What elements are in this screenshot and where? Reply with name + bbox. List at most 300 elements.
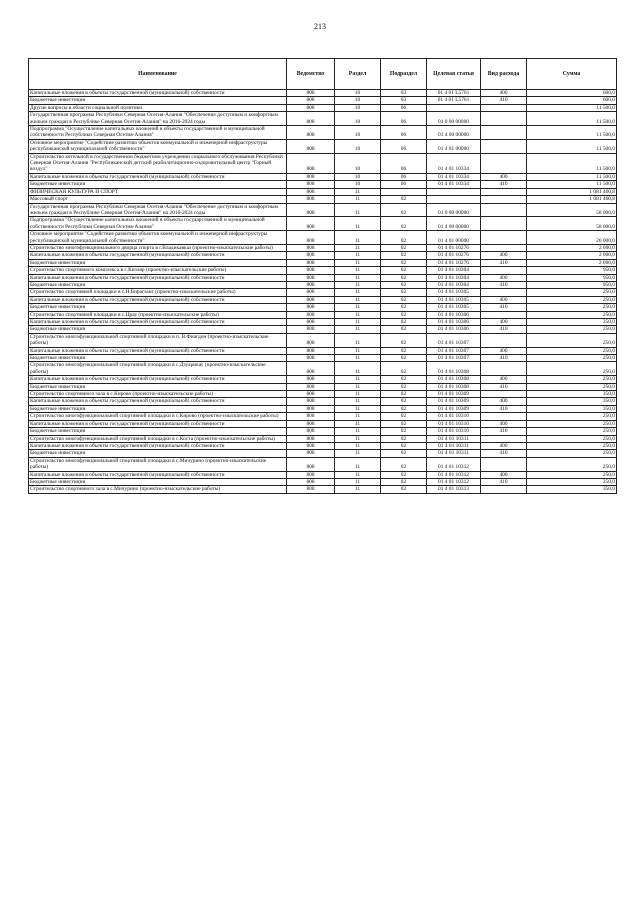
cell-section: 11 [335,267,381,274]
cell-expense-type [481,333,527,347]
table-row [29,478,617,485]
cell-name: Капитальные вложения в объекты государственной (муниципальной) собственности [29,274,287,281]
cell-department: 808 [287,391,335,398]
cell-expense-type [481,413,527,420]
table-row [29,471,617,478]
cell-amount: 250,0 [527,289,617,296]
cell-department: 808 [287,333,335,347]
cell-amount: 250,0 [527,428,617,435]
cell-department: 808 [287,319,335,326]
cell-amount: 250,0 [527,435,617,442]
cell-name: Бюджетные инвестиции [29,259,287,266]
cell-subsection: 02 [381,252,427,259]
cell-amount: 11 500,0 [527,104,617,111]
cell-subsection: 02 [381,450,427,457]
cell-target-item: 01 4 01 10310 [427,413,481,420]
cell-expense-type: 410 [481,304,527,311]
cell-amount: 11 500,0 [527,173,617,180]
cell-subsection [381,188,427,195]
cell-target-item: 01 4 01 L5761 [427,97,481,104]
cell-expense-type: 400 [481,296,527,303]
cell-name: Основное мероприятие "Содействие развитию объектов коммунальной и инженерной инфраструктуры республиканской муниципальной собственности" [29,139,287,153]
table-header-row [29,59,617,90]
cell-amount: 250,0 [527,355,617,362]
cell-amount: 1 081 460,8 [527,188,617,195]
cell-expense-type: 400 [481,90,527,97]
cell-subsection: 06 [381,153,427,173]
cell-name: Бюджетные инвестиции [29,355,287,362]
cell-department: 808 [287,181,335,188]
cell-subsection: 06 [381,181,427,188]
cell-subsection: 02 [381,231,427,245]
cell-name: Капитальные вложения в объекты государственной (муниципальной) собственности [29,319,287,326]
cell-target-item: 01 4 01 10305 [427,296,481,303]
table-row [29,362,617,376]
cell-subsection: 06 [381,112,427,126]
cell-subsection: 06 [381,126,427,140]
cell-name: Строительство многофункциональной спортивной площадки в с.Мичурино (проектно-изыскательские работы) [29,457,287,471]
cell-target-item: 01 4 01 L5761 [427,90,481,97]
cell-department: 808 [287,104,335,111]
cell-amount: 250,0 [527,420,617,427]
cell-subsection: 02 [381,413,427,420]
cell-name: Бюджетные инвестиции [29,450,287,457]
cell-subsection: 02 [381,281,427,288]
cell-department: 808 [287,274,335,281]
cell-name: Государственная программа Республики Северная Осетия-Алания "Обеспечение доступным и комфортным жильем граждан в Республике Северная Осетия-Алания" на 2016-2024 годы [29,112,287,126]
table-row [29,126,617,140]
cell-section: 10 [335,104,381,111]
cell-subsection: 02 [381,478,427,485]
cell-expense-type: 400 [481,471,527,478]
cell-amount: 350,0 [527,405,617,412]
table-row [29,244,617,251]
cell-target-item: 01 4 01 10305 [427,289,481,296]
table-row [29,252,617,259]
cell-subsection: 02 [381,347,427,354]
cell-name: Капитальные вложения в объекты государственной (муниципальной) собственности [29,398,287,405]
cell-subsection: 06 [381,173,427,180]
cell-target-item: 01 4 01 10312 [427,478,481,485]
table-row [29,97,617,104]
cell-subsection: 03 [381,90,427,97]
cell-amount: 2 000,0 [527,259,617,266]
cell-target-item [427,196,481,203]
cell-expense-type: 400 [481,347,527,354]
cell-target-item: 01 4 01 10334 [427,173,481,180]
cell-target-item: 01 4 01 10311 [427,435,481,442]
cell-expense-type [481,217,527,231]
cell-section: 11 [335,405,381,412]
table-row [29,376,617,383]
cell-department: 808 [287,90,335,97]
cell-target-item: 01 4 01 10334 [427,153,481,173]
cell-amount: 250,0 [527,296,617,303]
cell-name: Бюджетные инвестиции [29,281,287,288]
table-row [29,217,617,231]
table-row [29,274,617,281]
cell-name: Подпрограмма "Осуществление капитальных вложений в объекты государственной и муниципальной собственности Республики Северная Осетия-Алания" [29,217,287,231]
cell-target-item: 01 4 01 10276 [427,252,481,259]
cell-subsection: 06 [381,139,427,153]
cell-section: 11 [335,196,381,203]
table-row [29,153,617,173]
cell-expense-type [481,311,527,318]
cell-department: 808 [287,355,335,362]
cell-target-item: 01 4 01 10304 [427,274,481,281]
cell-name: Строительство многофункциональной спортивной площадки в с.Кирово (проектно-изыскательские работы) [29,413,287,420]
cell-subsection: 02 [381,289,427,296]
cell-target-item: 01 4 01 00000 [427,231,481,245]
cell-subsection: 02 [381,391,427,398]
cell-section: 11 [335,347,381,354]
cell-name: Капитальные вложения в объекты государственной (муниципальной) собственности [29,252,287,259]
cell-section: 11 [335,391,381,398]
table-row [29,435,617,442]
cell-department: 808 [287,289,335,296]
cell-department: 808 [287,428,335,435]
cell-expense-type [481,457,527,471]
cell-section: 11 [335,355,381,362]
cell-name: Бюджетные инвестиции [29,97,287,104]
cell-amount: 250,0 [527,319,617,326]
cell-target-item: 01 4 01 10276 [427,244,481,251]
cell-section: 11 [335,281,381,288]
cell-amount: 250,0 [527,347,617,354]
table-row [29,311,617,318]
cell-expense-type: 410 [481,450,527,457]
cell-expense-type [481,486,527,493]
cell-department: 808 [287,126,335,140]
header-expense-type: Вид расхода [481,59,527,90]
cell-target-item: 01 4 00 00000 [427,126,481,140]
table-row [29,196,617,203]
cell-subsection: 02 [381,311,427,318]
cell-expense-type: 410 [481,428,527,435]
cell-name: Строительство многофункциональной спортивной площадки в с.Дзуарикау (проектно-изыскательские работы) [29,362,287,376]
cell-expense-type [481,203,527,217]
cell-target-item: 01 4 01 10308 [427,383,481,390]
cell-target-item: 01 4 01 00000 [427,139,481,153]
cell-subsection: 02 [381,333,427,347]
cell-name: Бюджетные инвестиции [29,405,287,412]
table-row [29,104,617,111]
cell-department: 808 [287,383,335,390]
cell-amount: 350,0 [527,398,617,405]
cell-expense-type: 410 [481,405,527,412]
cell-target-item: 01 4 01 10308 [427,376,481,383]
cell-expense-type: 400 [481,398,527,405]
cell-section: 10 [335,181,381,188]
cell-expense-type: 410 [481,478,527,485]
table-row [29,383,617,390]
cell-section: 11 [335,203,381,217]
cell-target-item: 01 4 01 10312 [427,471,481,478]
cell-expense-type [481,435,527,442]
table-row [29,347,617,354]
table-row [29,259,617,266]
cell-name: Бюджетные инвестиции [29,478,287,485]
cell-section: 10 [335,173,381,180]
cell-target-item: 01 0 00 00000 [427,112,481,126]
table-row [29,181,617,188]
cell-subsection: 02 [381,244,427,251]
cell-subsection: 02 [381,319,427,326]
cell-department: 808 [287,450,335,457]
cell-target-item: 01 4 01 10307 [427,333,481,347]
cell-expense-type [481,126,527,140]
table-row [29,391,617,398]
table-row [29,450,617,457]
table-row [29,281,617,288]
cell-department: 808 [287,398,335,405]
cell-amount: 600,0 [527,97,617,104]
cell-subsection: 02 [381,203,427,217]
cell-target-item [427,104,481,111]
cell-amount: 350,0 [527,486,617,493]
cell-department: 808 [287,231,335,245]
cell-section: 11 [335,450,381,457]
budget-table [28,58,617,494]
cell-target-item: 01 4 01 10310 [427,420,481,427]
cell-amount: 250,0 [527,478,617,485]
cell-department: 808 [287,347,335,354]
cell-amount: 250,0 [527,311,617,318]
cell-name: Бюджетные инвестиции [29,428,287,435]
cell-expense-type: 410 [481,97,527,104]
cell-department: 808 [287,173,335,180]
cell-expense-type: 400 [481,420,527,427]
cell-section: 11 [335,486,381,493]
cell-subsection: 02 [381,376,427,383]
header-subsection: Подраздел [381,59,427,90]
cell-amount: 11 500,0 [527,153,617,173]
cell-section: 11 [335,188,381,195]
table-row [29,112,617,126]
cell-expense-type [481,112,527,126]
cell-name: Строительство многофункциональной спортивной площадки в с.Коста (проектно-изыскательские работы) [29,435,287,442]
cell-department: 808 [287,244,335,251]
cell-subsection: 02 [381,442,427,449]
cell-section: 11 [335,296,381,303]
cell-target-item: 01 4 01 10308 [427,362,481,376]
cell-target-item: 01 4 01 10276 [427,259,481,266]
header-name: Наименование [29,59,287,90]
table-body [29,90,617,494]
cell-expense-type [481,362,527,376]
cell-expense-type [481,188,527,195]
cell-amount: 950,0 [527,281,617,288]
cell-subsection: 02 [381,471,427,478]
cell-target-item: 01 4 01 10307 [427,355,481,362]
cell-department: 808 [287,376,335,383]
cell-section: 11 [335,259,381,266]
table-row [29,90,617,97]
cell-department: 808 [287,420,335,427]
cell-section: 11 [335,362,381,376]
cell-name: Капитальные вложения в объекты государственной (муниципальной) собственности [29,471,287,478]
cell-target-item: 01 4 01 10309 [427,391,481,398]
cell-section: 11 [335,311,381,318]
table-row [29,333,617,347]
cell-name: Строительство спортивной площадки в с.Црау (проектно-изыскательские работы) [29,311,287,318]
cell-amount: 250,0 [527,383,617,390]
cell-department: 808 [287,362,335,376]
table-row [29,231,617,245]
cell-expense-type: 410 [481,259,527,266]
cell-section: 11 [335,333,381,347]
cell-section: 11 [335,398,381,405]
cell-section: 11 [335,274,381,281]
cell-subsection: 02 [381,326,427,333]
table-row [29,413,617,420]
cell-target-item: 01 4 01 10307 [427,347,481,354]
cell-name: Строительство котельной в государственном бюджетном учреждении социального обслуживания Республики Северная Осетия-Алания "Республиканский детский реабилитационно-оздоровительный центр "Горный воздух" [29,153,287,173]
cell-expense-type: 400 [481,376,527,383]
cell-expense-type: 410 [481,281,527,288]
cell-subsection: 02 [381,267,427,274]
cell-amount: 26 000,0 [527,231,617,245]
cell-subsection: 02 [381,196,427,203]
cell-name: Бюджетные инвестиции [29,304,287,311]
cell-department: 808 [287,326,335,333]
cell-section: 11 [335,428,381,435]
cell-section: 11 [335,420,381,427]
cell-section: 11 [335,326,381,333]
cell-target-item: 01 4 01 10309 [427,405,481,412]
cell-subsection: 03 [381,97,427,104]
table-row [29,326,617,333]
cell-section: 10 [335,139,381,153]
cell-amount: 11 500,0 [527,112,617,126]
table-row [29,428,617,435]
cell-expense-type [481,153,527,173]
cell-name: Строительство спортивного зала в с.Мичурино (проектно-изыскательские работы) [29,486,287,493]
cell-target-item: 01 4 01 10334 [427,181,481,188]
cell-target-item: 01 4 01 10306 [427,319,481,326]
cell-department: 808 [287,203,335,217]
cell-section: 10 [335,112,381,126]
cell-name: Капитальные вложения в объекты государственной (муниципальной) собственности [29,296,287,303]
cell-name: Капитальные вложения в объекты государственной (муниципальной) собственности [29,173,287,180]
cell-amount: 950,0 [527,274,617,281]
cell-department: 808 [287,435,335,442]
table-row [29,442,617,449]
cell-department: 808 [287,252,335,259]
cell-name: Строительство многофункциональной спортивной площадки в п. В.Фиагдон (проектно-изыскательские работы) [29,333,287,347]
cell-subsection: 02 [381,398,427,405]
cell-target-item: 01 4 01 10311 [427,442,481,449]
cell-amount: 1 081 460,8 [527,196,617,203]
cell-section: 10 [335,126,381,140]
header-target-item: Целевая статья [427,59,481,90]
cell-section: 11 [335,304,381,311]
cell-name: Строительство спортивного комплекса в с.Кизляр (проектно-изыскательские работы) [29,267,287,274]
table-row [29,319,617,326]
table-row [29,355,617,362]
table-row [29,203,617,217]
cell-expense-type: 410 [481,383,527,390]
cell-name: Капитальные вложения в объекты государственной (муниципальной) собственности [29,442,287,449]
cell-expense-type: 400 [481,173,527,180]
cell-department: 808 [287,442,335,449]
table-row [29,296,617,303]
cell-amount: 11 500,0 [527,139,617,153]
cell-amount: 250,0 [527,376,617,383]
cell-department: 808 [287,217,335,231]
cell-target-item: 01 4 01 10310 [427,428,481,435]
cell-amount: 350,0 [527,391,617,398]
cell-expense-type [481,391,527,398]
table-row [29,188,617,195]
cell-amount: 11 500,0 [527,181,617,188]
table-row [29,267,617,274]
cell-target-item: 01 4 01 10313 [427,486,481,493]
cell-amount: 250,0 [527,450,617,457]
header-section: Раздел [335,59,381,90]
cell-expense-type [481,231,527,245]
table-row [29,139,617,153]
cell-section: 11 [335,457,381,471]
cell-name: Бюджетные инвестиции [29,383,287,390]
cell-amount: 250,0 [527,471,617,478]
cell-department: 808 [287,304,335,311]
cell-name: Другие вопросы в области социальной политики [29,104,287,111]
cell-name: Бюджетные инвестиции [29,326,287,333]
cell-department: 808 [287,188,335,195]
cell-subsection: 02 [381,296,427,303]
cell-amount: 250,0 [527,333,617,347]
cell-name: Строительство спортивной площадки в с.Н.Бирагзанг (проектно-изыскательские работы) [29,289,287,296]
cell-subsection: 02 [381,435,427,442]
cell-amount: 250,0 [527,326,617,333]
table-row [29,405,617,412]
cell-amount: 250,0 [527,413,617,420]
cell-subsection: 02 [381,259,427,266]
cell-amount: 58 000,0 [527,217,617,231]
cell-subsection: 02 [381,486,427,493]
cell-expense-type: 410 [481,355,527,362]
cell-amount: 2 000,0 [527,244,617,251]
table-row [29,420,617,427]
cell-name: Массовый спорт [29,196,287,203]
cell-amount: 250,0 [527,304,617,311]
cell-department: 808 [287,457,335,471]
cell-department: 808 [287,471,335,478]
cell-subsection: 02 [381,420,427,427]
cell-target-item: 01 4 01 10305 [427,304,481,311]
cell-name: Основное мероприятие "Содействие развитию объектов коммунальной и инженерной инфраструктуры республиканской муниципальной собственности" [29,231,287,245]
header-amount: Сумма [527,59,617,90]
cell-amount: 58 000,0 [527,203,617,217]
page-number: 213 [314,22,326,31]
cell-department: 808 [287,139,335,153]
cell-expense-type [481,196,527,203]
cell-department: 808 [287,296,335,303]
cell-section: 10 [335,97,381,104]
cell-section: 11 [335,252,381,259]
cell-section: 11 [335,319,381,326]
cell-expense-type [481,139,527,153]
cell-name: Капитальные вложения в объекты государственной (муниципальной) собственности [29,376,287,383]
cell-section: 11 [335,376,381,383]
cell-subsection: 02 [381,383,427,390]
cell-target-item: 01 0 00 00000 [427,203,481,217]
cell-target-item: 01 4 01 10309 [427,398,481,405]
cell-department: 808 [287,267,335,274]
cell-name: ФИЗИЧЕСКАЯ КУЛЬТУРА И СПОРТ [29,188,287,195]
table-row [29,398,617,405]
